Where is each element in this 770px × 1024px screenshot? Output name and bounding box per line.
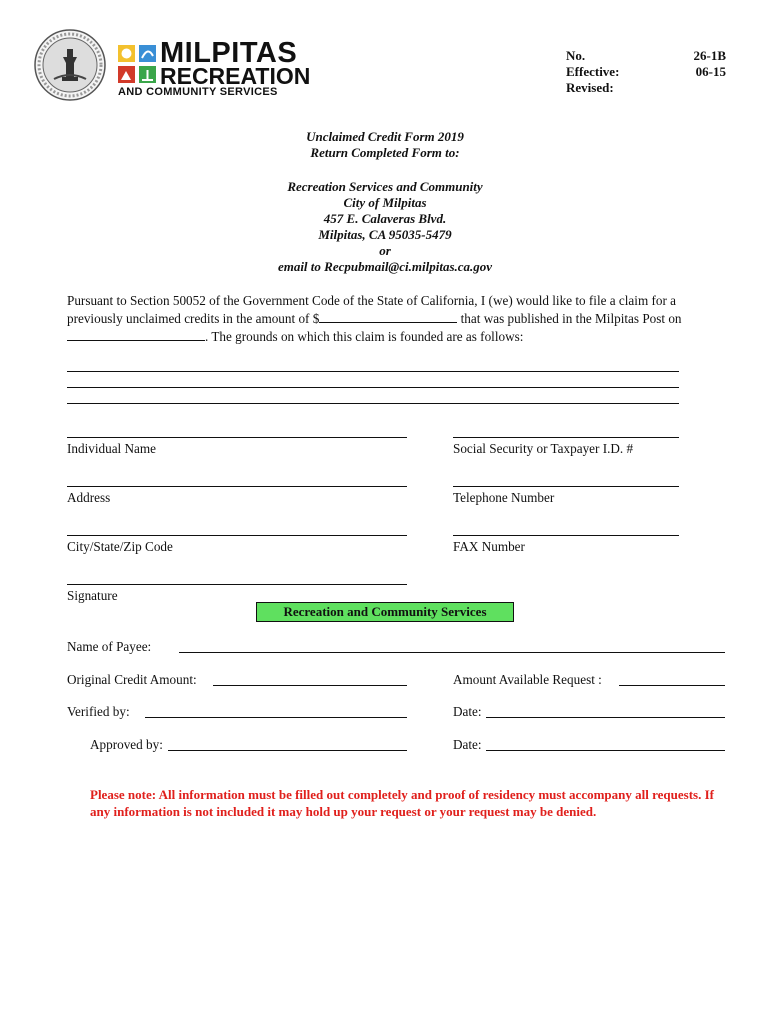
residency-note: Please note: All information must be filled out completely and proof of residency must accompany all requests. If any information is not included it may hold up your request or your request may be denied. — [90, 787, 714, 819]
ssn-label: Social Security or Taxpayer I.D. # — [453, 441, 634, 456]
city-state-zip-label: City/State/Zip Code — [67, 539, 173, 554]
form-title-line1: Unclaimed Credit Form 2019 — [306, 129, 464, 144]
city-seal-icon — [34, 29, 106, 101]
original-credit-line[interactable] — [213, 685, 407, 686]
address-line3: 457 E. Calaveras Blvd. — [323, 211, 447, 226]
telephone-label: Telephone Number — [453, 490, 555, 505]
form-title-line2: Return Completed Form to: — [310, 145, 460, 160]
return-address — [0, 179, 770, 275]
signature-line[interactable] — [67, 584, 407, 585]
logo-milpitas: MILPITAS — [160, 37, 298, 69]
claim-text-part2: that was published in the Milpitas Post on — [457, 311, 682, 326]
name-of-payee-line[interactable] — [179, 652, 725, 653]
date-label-2: Date: — [453, 737, 482, 752]
logo-community-services: AND COMMUNITY SERVICES — [118, 86, 278, 98]
effective-label: Effective: — [566, 64, 620, 79]
claim-paragraph — [67, 292, 727, 346]
office-section-title: Recreation and Community Services — [256, 602, 514, 622]
address-line4: Milpitas, CA 95035-5479 — [318, 227, 452, 242]
address-line[interactable] — [67, 486, 407, 487]
approved-by-label: Approved by: — [90, 737, 163, 752]
verified-by-label: Verified by: — [67, 704, 130, 719]
approved-by-line[interactable] — [168, 750, 407, 751]
no-label: No. — [566, 48, 586, 63]
amount-available-line[interactable] — [619, 685, 725, 686]
form-meta-labels — [566, 48, 619, 96]
revised-label: Revised: — [566, 80, 614, 95]
published-date-blank[interactable] — [67, 328, 205, 341]
date-line-1[interactable] — [486, 717, 725, 718]
address-line6: email to Recpubmail@ci.milpitas.ca.gov — [277, 259, 493, 274]
city-state-zip-line[interactable] — [67, 535, 407, 536]
original-credit-label: Original Credit Amount: — [67, 672, 197, 687]
fax-line[interactable] — [453, 535, 679, 536]
individual-name-line[interactable] — [67, 437, 407, 438]
grounds-line-3[interactable] — [67, 403, 679, 404]
individual-name-label: Individual Name — [67, 441, 156, 456]
date-line-2[interactable] — [486, 750, 725, 751]
address-line5: or — [379, 243, 391, 258]
ssn-line[interactable] — [453, 437, 679, 438]
verified-by-line[interactable] — [145, 717, 407, 718]
claim-text-part3: . The grounds on which this claim is founded are as follows: — [205, 329, 524, 344]
signature-label: Signature — [67, 588, 118, 603]
claim-text-part1: Pursuant to Section 50052 of the Government Code of the State of California, I (we) would like to file a claim for a previously unclaimed credits in the amount of $ — [67, 293, 677, 326]
fax-label: FAX Number — [453, 539, 525, 554]
grounds-line-2[interactable] — [67, 387, 679, 388]
effective-value: 06-15 — [695, 64, 726, 79]
date-label-1: Date: — [453, 704, 482, 719]
recreation-logo-icon — [117, 44, 157, 84]
address-line1: Recreation Services and Community — [287, 179, 483, 194]
address-label: Address — [67, 490, 111, 505]
telephone-line[interactable] — [453, 486, 679, 487]
name-of-payee-label: Name of Payee: — [67, 639, 152, 654]
amount-available-label: Amount Available Request : — [453, 672, 602, 687]
address-line2: City of Milpitas — [343, 195, 427, 210]
no-value: 26-1B — [693, 48, 726, 63]
grounds-line-1[interactable] — [67, 371, 679, 372]
form-title — [0, 129, 770, 161]
form-meta-values — [674, 48, 726, 80]
logo-recreation: RECREATION — [160, 63, 311, 89]
credit-amount-blank[interactable] — [319, 310, 457, 323]
